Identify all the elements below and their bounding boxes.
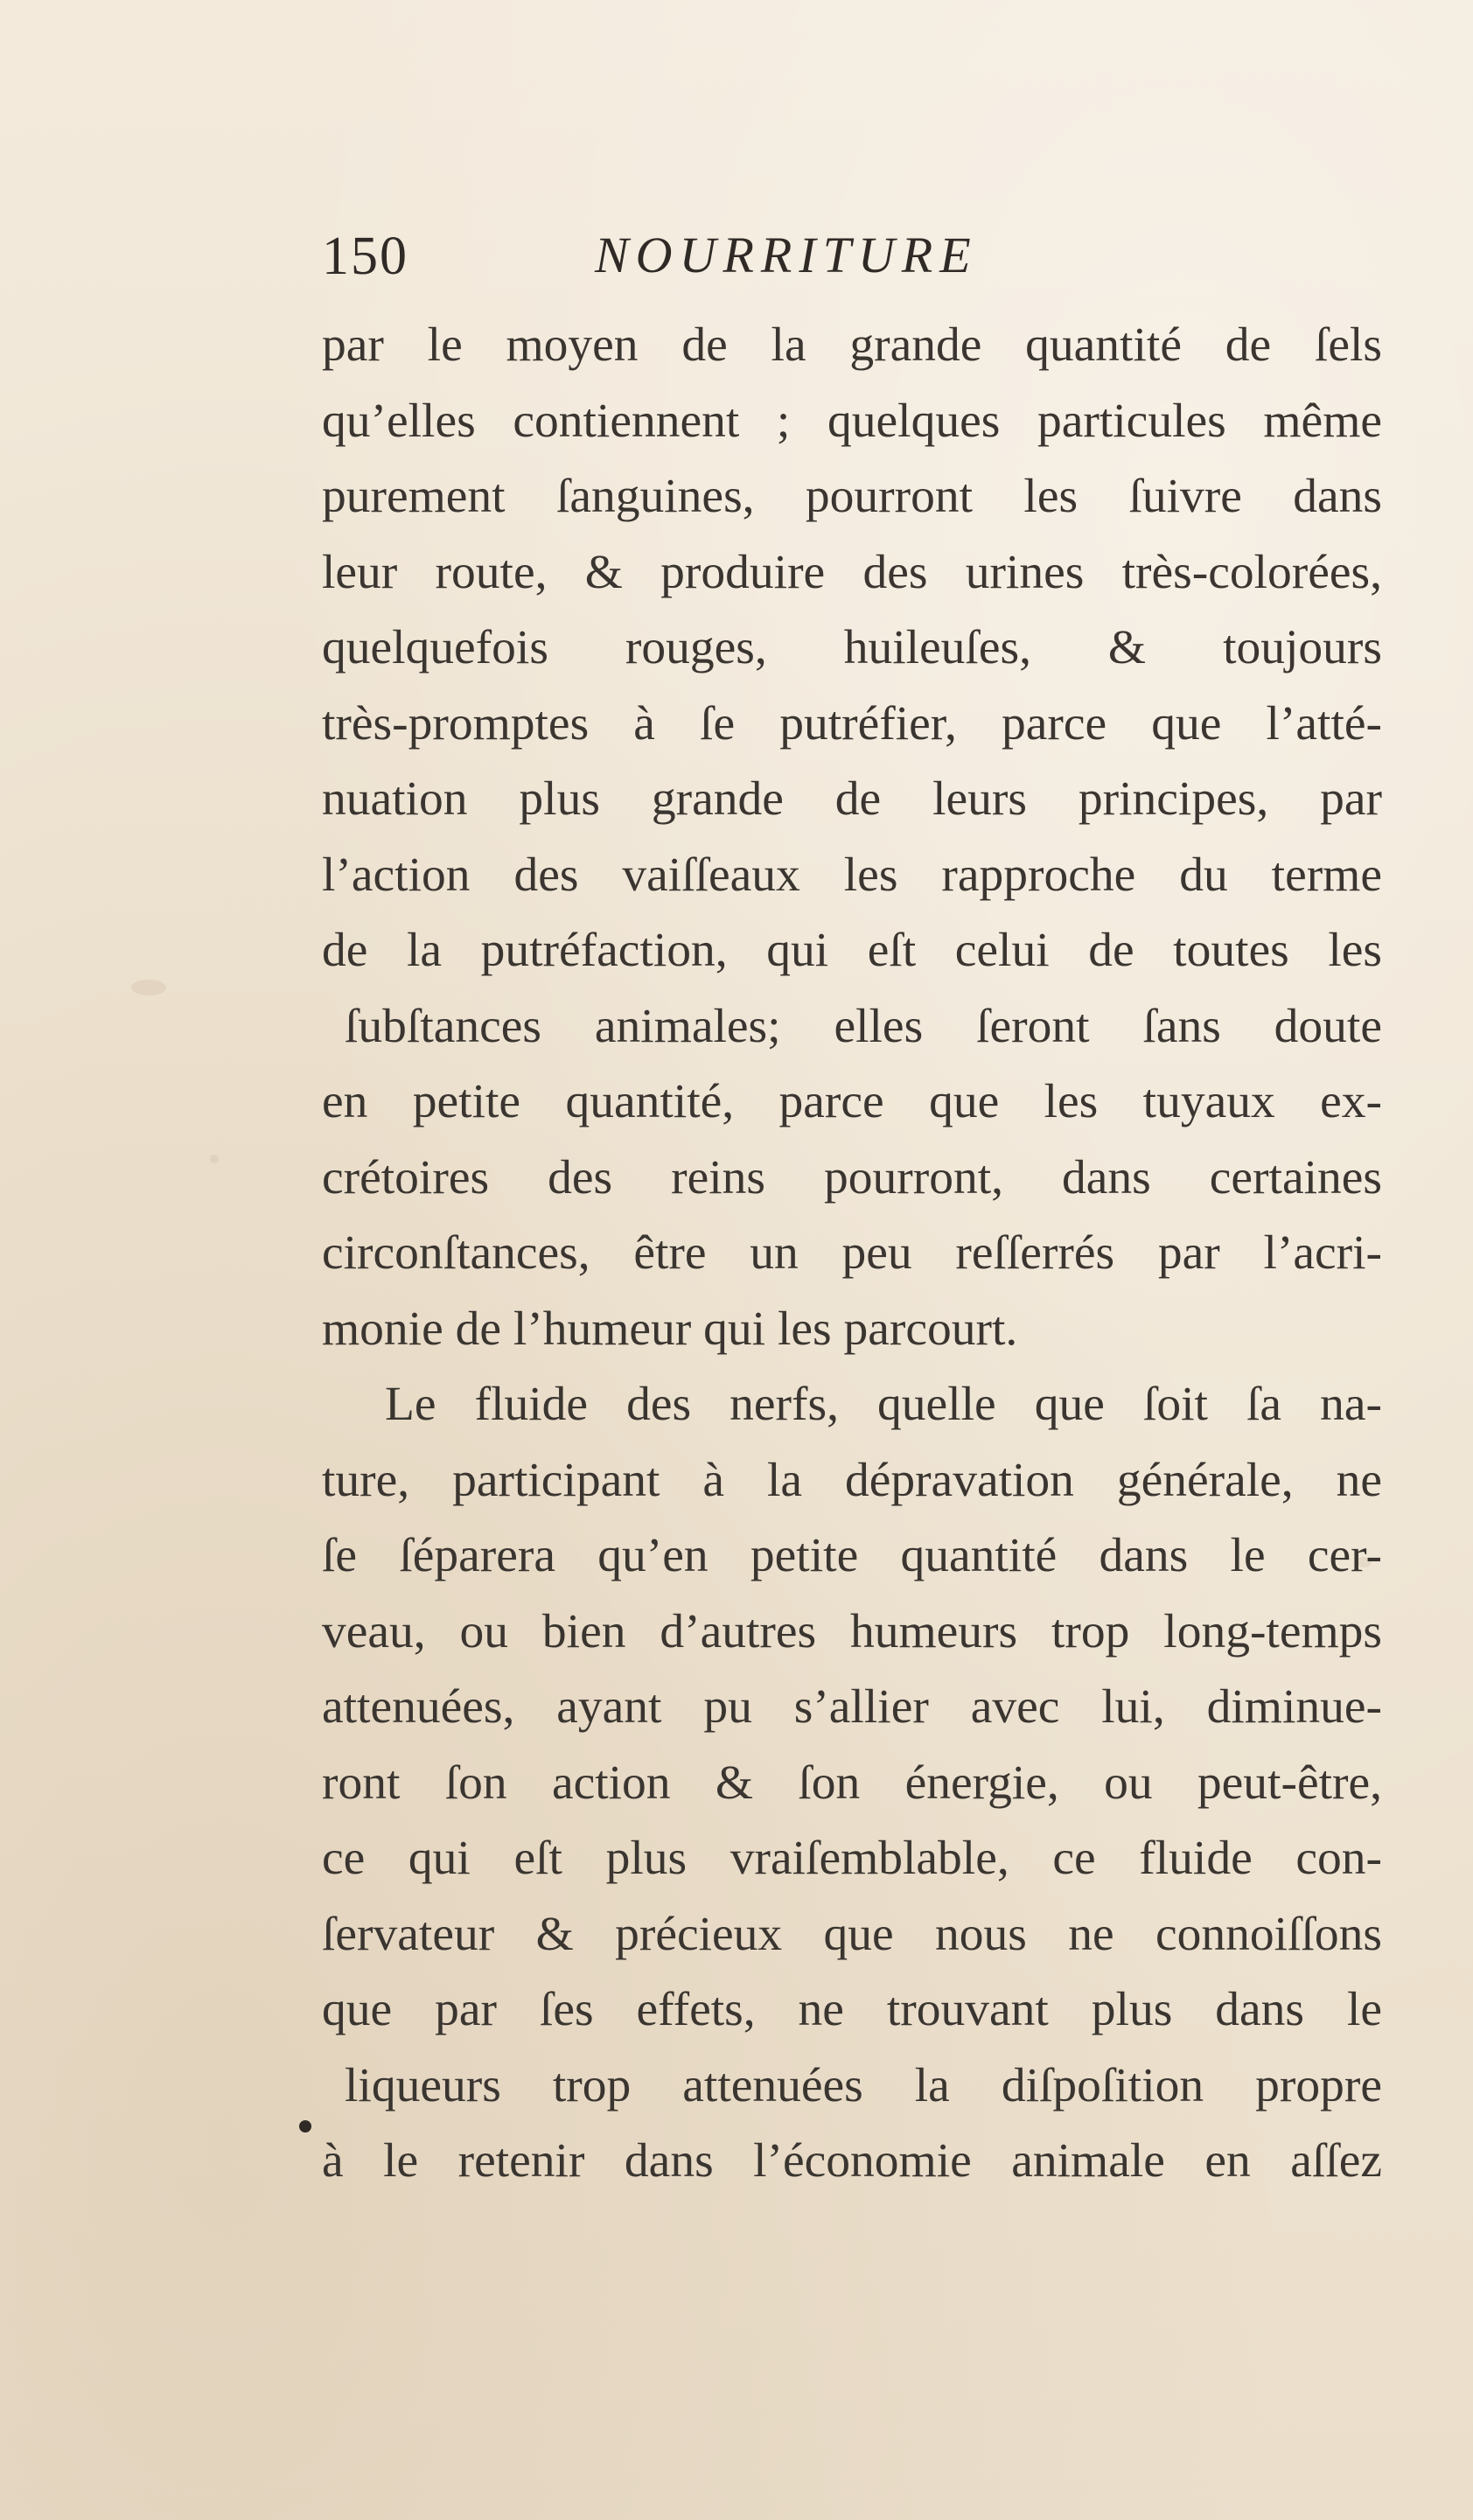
text-line: ce qui eſt plus vraiſemblable, ce fluide con- — [322, 1832, 1382, 1885]
text-line: veau, ou bien d’autres humeurs trop long-temps — [322, 1604, 1382, 1658]
text-line: liqueurs trop attenuées la diſpoſition propre — [345, 2058, 1382, 2112]
text-line: ſervateur & précieux que nous ne connoiſſons — [322, 1907, 1382, 1961]
text-line: qu’elles contiennent ; quelques particules même — [322, 394, 1382, 448]
text-line: par le moyen de la grande quantité de ſels — [322, 318, 1382, 372]
paper-stain — [210, 1155, 219, 1163]
body-text — [322, 308, 1382, 2200]
text-line: ture, participant à la dépravation générale, ne — [322, 1453, 1382, 1507]
text-line: très-promptes à ſe putréfier, parce que l’atté- — [322, 696, 1382, 750]
text-line: ſe ſéparera qu’en petite quantité dans le cer- — [322, 1529, 1382, 1582]
text-line: que par ſes effets, ne trouvant plus dans le — [322, 1983, 1382, 2036]
text-line: attenuées, ayant pu s’allier avec lui, diminue- — [322, 1680, 1382, 1734]
running-head: NOURRITURE — [595, 227, 978, 283]
page-number: 150 — [322, 227, 408, 286]
text-line: crétoires des reins pourront, dans certaines — [322, 1150, 1382, 1204]
text-line: ront ſon action & ſon énergie, ou peut-être, — [322, 1756, 1382, 1810]
text-line: circonſtances, être un peu reſſerrés par l’acri- — [322, 1226, 1382, 1280]
paragraph-start: Le fluide des nerfs, quelle que ſoit ſa na- — [385, 1378, 1382, 1431]
text-line: monie de l’humeur qui les parcourt. — [322, 1302, 1018, 1356]
text-line: à le retenir dans l’économie animale en aſſez — [322, 2134, 1382, 2188]
paper-stain — [131, 980, 166, 995]
text-line: nuation plus grande de leurs principes, par — [322, 772, 1382, 826]
text-line: leur route, & produire des urines très-colorées, — [322, 545, 1382, 599]
text-line: quelquefois rouges, huileuſes, & toujours — [322, 621, 1382, 674]
page-header — [322, 226, 1407, 296]
text-line: purement ſanguines, pourront les ſuivre dans — [322, 470, 1382, 523]
text-line: de la putréfaction, qui eſt celui de toutes les — [322, 924, 1382, 977]
text-line: en petite quantité, parce que les tuyaux ex- — [322, 1075, 1382, 1128]
text-line: ſubſtances animales; elles ſeront ſans doute — [345, 999, 1382, 1053]
text-line: l’action des vaiſſeaux les rapproche du terme — [322, 848, 1382, 902]
ink-dot-mark — [299, 2120, 311, 2133]
